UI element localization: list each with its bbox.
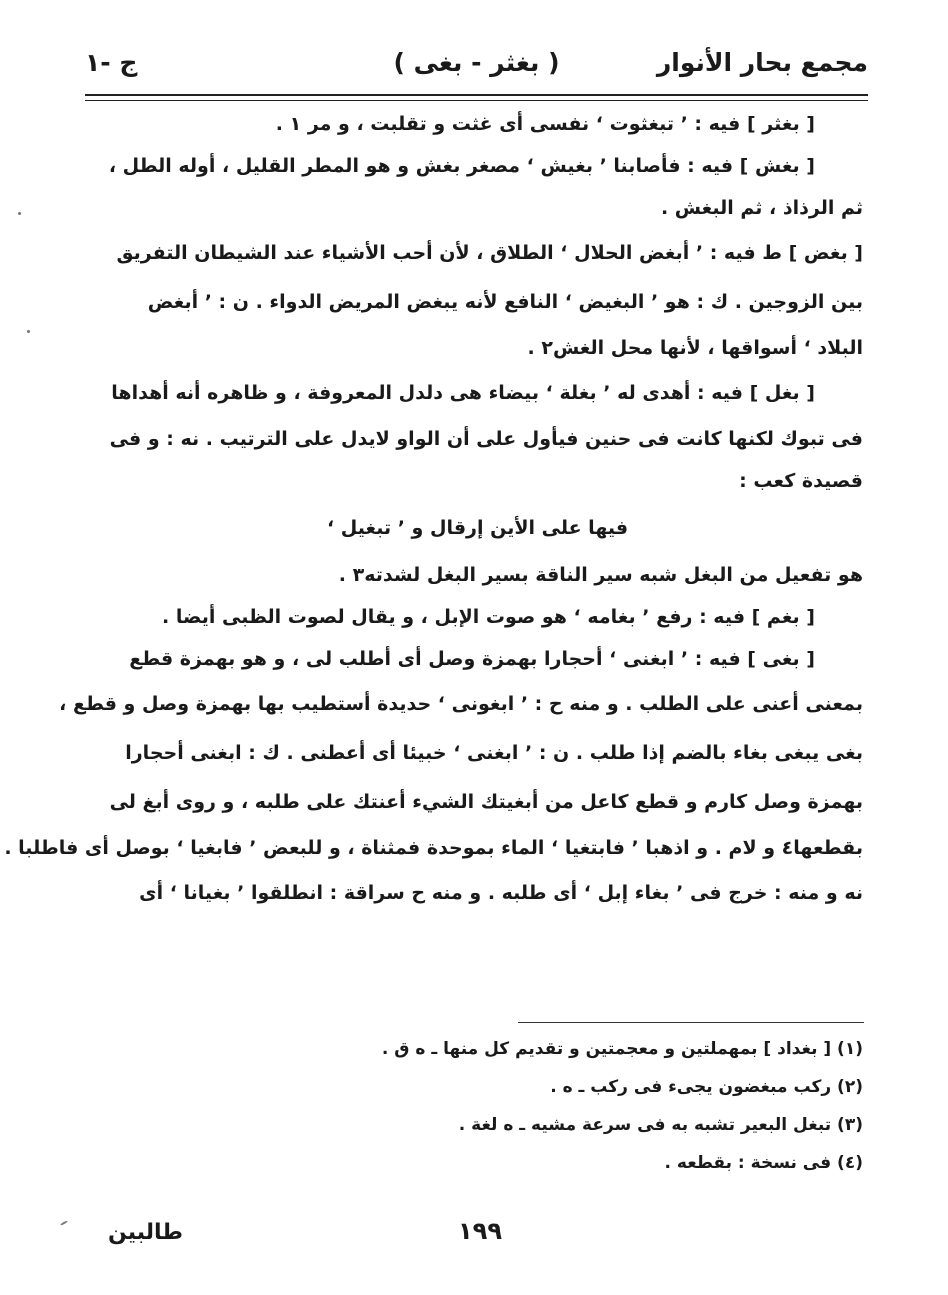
text-line: بهمزة وصل كارم و قطع كاعل من أبغيتك الشيء أعنتك على طلبه ، و روى أبغ لى bbox=[109, 791, 863, 813]
entry-range: ( بغثر - بغى ) bbox=[393, 48, 560, 77]
scan-speck bbox=[60, 1220, 68, 1226]
main-text bbox=[4, 103, 863, 918]
footnote-separator bbox=[518, 1022, 864, 1023]
text-line: البلاد ‘ أسواقها ، لأنها محل الغش٢ . bbox=[527, 337, 863, 359]
text-line: [ بغش ] فيه : فأصابنا ’ بغيش ‘ مصغر بغش و هو المطر القليل ، أوله الطل ، bbox=[108, 155, 815, 177]
text-line: ثم الرذاذ ، ثم البغش . bbox=[660, 197, 863, 219]
text-line: بين الزوجين . ك : هو ’ البغيض ‘ النافع لأنه يبغض المريض الدواء . ن : ’ أبغض bbox=[147, 291, 863, 313]
text-line: [ بغض ] ط فيه : ’ أبغض الحلال ‘ الطلاق ، لأن أحب الأشياء عند الشيطان التفريق bbox=[116, 242, 863, 264]
book-title: مجمع بحار الأنوار bbox=[656, 48, 868, 77]
scan-speck bbox=[27, 330, 30, 333]
text-line: بغى يبغى بغاء بالضم إذا طلب . ن : ’ ابغنى ‘ خبيئا أى أعطنى . ك : ابغنى أحجارا bbox=[125, 742, 863, 764]
verse-line: فيها على الأين إرقال و ’ تبغيل ‘ bbox=[326, 517, 629, 539]
text-line: بمعنى أعنى على الطلب . و منه ح : ’ ابغونى ‘ حديدة أستطيب بها بهمزة وصل و قطع ، bbox=[59, 693, 863, 715]
text-line: فى تبوك لكنها كانت فى حنين فيأول على أن الواو لايدل على الترتيب . نه : و فى bbox=[109, 428, 863, 450]
footnote: (١) [ بغداد ] بمهملتين و معجمتين و تقديم كل منها ـ ه ق . bbox=[381, 1039, 863, 1059]
catchword: طالبين bbox=[108, 1220, 184, 1245]
text-line: قصيدة كعب : bbox=[739, 470, 863, 492]
page-number: ١٩٩ bbox=[458, 1217, 502, 1245]
text-line: [ بغى ] فيه : ’ ابغنى ‘ أحجارا بهمزة وصل أى أطلب لى ، و هو بهمزة قطع bbox=[129, 648, 815, 670]
footnote: (٤) فى نسخة : بقطعه . bbox=[664, 1153, 863, 1173]
header-rule-thick bbox=[85, 94, 868, 96]
running-header bbox=[85, 48, 868, 90]
footnotes bbox=[300, 1030, 863, 1182]
text-line: بقطعها٤ و لام . و اذهبا ’ فابتغيا ‘ الماء بموحدة فمثناة ، و للبعض ’ فابغيا ‘ بوصل أى فاطلبا . bbox=[4, 837, 863, 859]
text-line: [ بغل ] فيه : أهدى له ’ بغلة ‘ بيضاء هى دلدل المعروفة ، و ظاهره أنه أهداها bbox=[111, 382, 815, 404]
volume-label: ج -١ bbox=[85, 48, 138, 77]
scan-speck bbox=[18, 212, 21, 215]
header-rule-thin bbox=[85, 100, 868, 101]
footnote: (٢) ركب مبغضون يجىء فى ركب ـ ه . bbox=[550, 1077, 863, 1097]
text-line: [ بغم ] فيه : رفع ’ بغامه ‘ هو صوت الإبل ، و يقال لصوت الظبى أيضا . bbox=[162, 606, 815, 628]
text-line: نه و منه : خرج فى ’ بغاء إبل ‘ أى طلبه . و منه ح سراقة : انطلقوا ’ بغيانا ‘ أى bbox=[139, 882, 863, 904]
footnote: (٣) تبغل البعير تشبه به فى سرعة مشيه ـ ه لغة . bbox=[458, 1115, 863, 1135]
text-line: [ بغثر ] فيه : ’ تبغثوت ‘ نفسى أى غثت و تقلبت ، و مر ١ . bbox=[275, 113, 815, 135]
text-line: هو تفعيل من البغل شبه سير الناقة بسير البغل لشدته٣ . bbox=[338, 564, 863, 586]
